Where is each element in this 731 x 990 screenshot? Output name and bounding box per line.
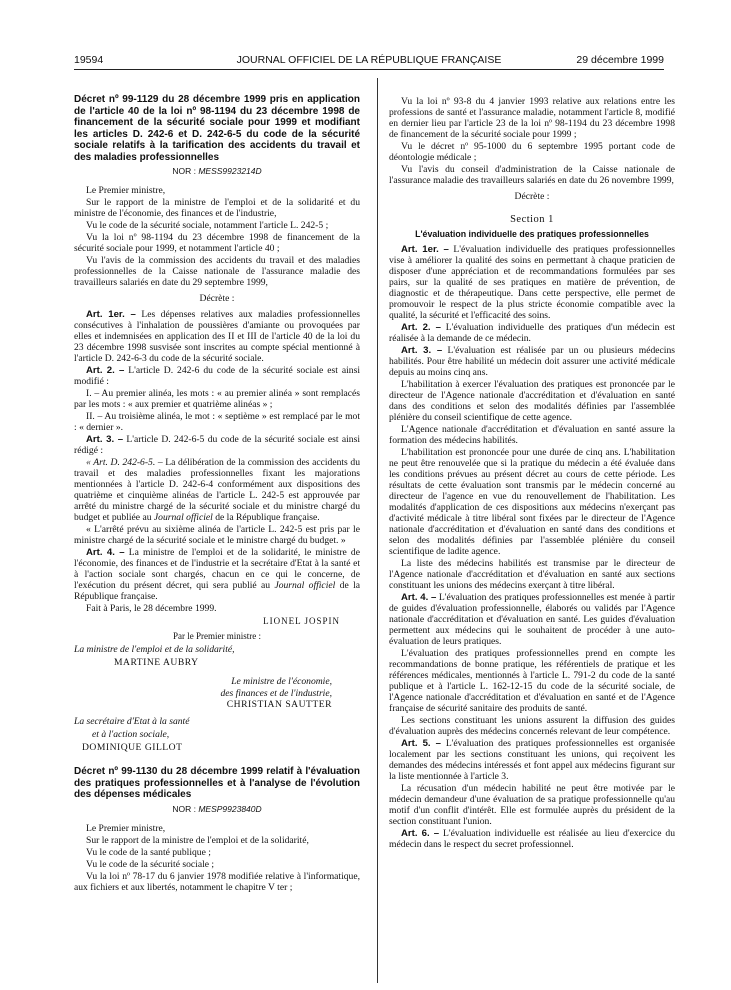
minister2-name: CHRISTIAN SAUTTER xyxy=(226,699,332,710)
decree2-intro-3: Vu le code de la sécurité sociale ; xyxy=(86,858,215,870)
decree1-fait: Fait à Paris, le 28 décembre 1999. xyxy=(86,603,217,614)
minister3-title-b: et à l'action sociale, xyxy=(92,729,170,740)
decree2-art1-label: Art. 1er. – xyxy=(401,244,449,255)
decree1-art2: Art. 2. – L'article D. 242-6 du code de la sécurité sociale est ainsi modifié : xyxy=(74,365,360,387)
decree2-right-intro-2: Vu l'avis du conseil d'administration de la Caisse nationale de l'assurance maladie des travailleurs salariés en date du 26 novembre 1999, xyxy=(389,164,675,186)
decree-separator xyxy=(74,754,360,766)
decree1-intro-0: Le Premier ministre, xyxy=(86,185,166,196)
decree1-art2-ii: II. – Au troisième alinéa, le mot : « septième » est remplacé par le mot : « dernier ». xyxy=(74,411,360,433)
decree1-intro-3: Vu la loi nº 98-1194 du 23 décembre 1998 de financement de la sécurité sociale pour 1999, et notamment l'article 40 ; xyxy=(74,232,360,254)
minister3-title-a: La secrétaire d'Etat à la santé xyxy=(74,716,190,727)
decree1-intro-2: Vu le code de la sécurité sociale, notamment l'article L. 242-5 ; xyxy=(86,220,329,231)
decree1-art2-i: I. – Au premier alinéa, les mots : « au premier alinéa » sont remplacés par les mots : « aux premier et quatrième alinéas » ; xyxy=(74,388,360,410)
decree2-art2-label: Art. 2. – xyxy=(401,322,441,333)
decree1-art4: Art. 4. – La ministre de l'emploi et de la solidarité, le ministre de l'économie, des finances et de l'industrie et la secrétaire d'Etat à la santé et à l'action sociale sont chargés, chacun en ce qui le concerne, de l'exécution du présent décret, qui sera publié au Journal officiel de la République française. xyxy=(74,547,360,602)
section-title: L'évaluation individuelle des pratiques professionnelles xyxy=(415,229,649,239)
decree2-art4-p2: L'évaluation des pratiques professionnelles prend en compte les recommandations de bonne pratique, les référentiels de pratique et les références médicales, mentionnés à l'article L. 791-2 du code de la santé publique et à l'article L. 162-12-15 du code de la sécurité sociale, de l'Agence nationale d'accréditation et d'évaluation en santé et de l'Agence française de sécurité sanitaire des produits de santé. xyxy=(389,648,675,714)
decree2-art3-label: Art. 3. – xyxy=(401,345,443,356)
left-column xyxy=(74,94,360,894)
decree1-art1-label: Art. 1er. – xyxy=(86,309,136,320)
decree2-intro-1: Sur le rapport de la ministre de l'emploi et de la solidarité, xyxy=(86,834,309,846)
decree1-art3-label: Art. 3. – xyxy=(86,434,124,445)
decree1-art4-label: Art. 4. – xyxy=(86,547,125,558)
decree2-art5-label: Art. 5. – xyxy=(401,738,442,749)
decree2-art6: Art. 6. – L'évaluation individuelle est réalisée au lieu d'exercice du médecin dans le respect du secret professionnel. xyxy=(389,828,675,850)
decree1-intro-4: Vu l'avis de la commission des accidents du travail et des maladies professionnelles de la Caisse nationale de l'assurance maladie des travailleurs salariés en date du 29 septembre 1999, xyxy=(74,255,360,288)
decree2-art3-p5: La liste des médecins habilités est transmise par le directeur de l'Agence nationale d'accréditation et d'évaluation en santé aux sections constituant les unions des médecins exerçant à titre libéral. xyxy=(389,558,675,591)
decree1-par-le: Par le Premier ministre : xyxy=(173,631,261,641)
decree1-art3-quote1: « Art. D. 242-6-5. – La délibération de la commission des accidents du travail et des maladies professionnelles fixant les majorations mentionnées à l'article D. 242-6-4 conformément aux dispositions des quatrième et cinquième alinéas de l'article L. 242-5 est approuvée par arrêté du ministre chargé de la sécurité sociale et du ministre chargé du budget et publiée au Journal officiel de la République française. xyxy=(74,457,360,523)
decree1-title: Décret nº 99-1129 du 28 décembre 1999 pris en application de l'article 40 de la loi nº 98-1194 du 23 décembre 1998 de financement de la sécurité sociale pour 1999 et modifiant les articles D. 242-6 et D. 242-6-5 du code de la sécurité sociale relatifs à la tarification des accidents du travail et des maladies professionnelles xyxy=(74,94,360,163)
page-header xyxy=(74,54,664,68)
decree2-right-intro-1: Vu le décret nº 95-1000 du 6 septembre 1995 portant code de déontologie médicale ; xyxy=(389,141,675,163)
decree2-art3-p3: L'Agence nationale d'accréditation et d'évaluation en santé assure la formation des médecins habilités. xyxy=(389,424,675,446)
decree2-nor-code: MESP9923840D xyxy=(198,803,262,814)
minister2-title-a: Le ministre de l'économie, xyxy=(231,676,332,687)
minister1-name: MARTINE AUBRY xyxy=(114,657,199,668)
decree2-art3-p4: L'habilitation est prononcée pour une durée de cinq ans. L'habilitation ne peut être renouvelée que si la pratique du médecin a été évaluée dans les conditions prévues au présent décret au cours de cette période. Les résultats de cette évaluation sont transmis par le médecin concerné au directeur de l'agence en vue du renouvellement de l'habilitation. Les modalités d'application de ces dispositions aux médecins n'exerçant pas d'activité médicale à titre libéral sont fixées par le directeur de l'Agence nationale d'accréditation et d'évaluation en santé dans des conditions et selon des modalités définies par l'assemblée plénière du conseil scientifique de ladite agence. xyxy=(389,447,675,557)
decree1-signer: LIONEL JOSPIN xyxy=(263,616,340,626)
decree2-art4-p3: Les sections constituant les unions assurent la diffusion des guides d'évaluation auprès des médecins concernés relevant de leur compétence. xyxy=(389,715,675,737)
decree2-art2: Art. 2. – L'évaluation individuelle des pratiques d'un médecin est réalisée à la demande de ce médecin. xyxy=(389,322,675,344)
decree1-nor: NOR : MESS9923214D xyxy=(172,166,262,176)
decree2-art4-label: Art. 4. – xyxy=(401,592,437,603)
decree2-art1: Art. 1er. – L'évaluation individuelle des pratiques professionnelles vise à améliorer la qualité des soins en permettant à chaque praticien de disposer d'une appréciation et de recommandations formulées par ses pairs, sur la qualité de ses pratiques en matière de prévention, de diagnostic et de thérapeutique. Dans cette perspective, elle permet de promouvoir le respect de la plus stricte économie compatible avec la qualité, la sécurité et l'efficacité des soins. xyxy=(389,244,675,321)
decree2-nor: NOR : MESP9923840D xyxy=(172,803,262,814)
decree1-decrete: Décrète : xyxy=(199,293,235,304)
decree1-art1: Art. 1er. – Les dépenses relatives aux maladies professionnelles consécutives à l'inhalation de poussières d'amiante ou provoquées par elles et indemnisées en application des II et III de l'article 40 de la loi du 23 décembre 1998 susvisée sont inscrites au compte spécial mentionné à l'article D. 242-6-3 du code de la sécurité sociale. xyxy=(74,309,360,364)
decree2-right-intro-0: Vu la loi nº 93-8 du 4 janvier 1993 relative aux relations entre les professions de santé et l'assurance maladie, notamment l'article 8, modifié en dernier lieu par l'article 23 de la loi nº 98-1194 du 23 décembre 1998 de financement de la sécurité sociale pour 1999 ; xyxy=(389,96,675,140)
decree2-art5-p2: La récusation d'un médecin habilité ne peut être motivée par le médecin demandeur d'une évaluation de sa pratique professionnelle qu'au motif d'un conflit d'intérêt. Elle est formulée auprès du président de la section constituant l'union. xyxy=(389,783,675,827)
decree2-intro-4: Vu la loi nº 78-17 du 6 janvier 1978 modifiée relative à l'informatique, aux fichiers et aux libertés, notamment le chapitre V ter ; xyxy=(74,870,360,893)
section-heading: Section 1 xyxy=(510,214,554,225)
minister1-title: La ministre de l'emploi et de la solidarité, xyxy=(74,644,235,655)
minister2-title-b: des finances et de l'industrie, xyxy=(220,688,332,699)
issue-date: 29 décembre 1999 xyxy=(576,54,664,66)
decree2-art3-p2: L'habilitation à exercer l'évaluation des pratiques est prononcée par le directeur de l'Agence nationale d'accréditation et d'évaluation en santé dans des conditions et selon des modalités définies par l'assemblée plénière du conseil scientifique de cette agence. xyxy=(389,379,675,423)
right-column xyxy=(389,96,675,851)
decree1-art3-quote2: « L'arrêté prévu au sixième alinéa de l'article L. 242-5 est pris par le ministre chargé de la sécurité sociale et le ministre chargé du budget. » xyxy=(74,524,360,546)
journal-title: JOURNAL OFFICIEL DE LA RÉPUBLIQUE FRANÇAISE xyxy=(236,54,502,66)
decree2-decrete: Décrète : xyxy=(514,191,550,202)
decree1-nor-code: MESS9923214D xyxy=(198,166,262,176)
page-number: 19594 xyxy=(74,54,104,66)
decree1-art2-label: Art. 2. – xyxy=(86,365,125,376)
decree2-intro-2: Vu le code de la santé publique ; xyxy=(86,846,211,858)
decree2-art6-label: Art. 6. – xyxy=(401,828,440,839)
decree1-art3: Art. 3. – L'article D. 242-6-5 du code de la sécurité sociale est ainsi rédigé : xyxy=(74,434,360,456)
decree1-intro-1: Sur le rapport de la ministre de l'emploi et de la solidarité et du ministre de l'économie, des finances et de l'industrie, xyxy=(74,197,360,219)
decree2-art3: Art. 3. – L'évaluation est réalisée par un ou plusieurs médecins habilités. Pour être habilité un médecin doit assurer une activité médicale depuis au moins cinq ans. xyxy=(389,345,675,378)
minister3-name: DOMINIQUE GILLOT xyxy=(82,742,183,753)
decree2-art4: Art. 4. – L'évaluation des pratiques professionnelles est menée à partir de guides d'évaluation professionnelle, élaborés ou validés par l'Agence nationale d'accréditation et d'évaluation en santé. Les guides d'évaluation permettent aux médecins qui le souhaitent de procéder à une auto-évaluation de leurs pratiques. xyxy=(389,592,675,647)
decree2-art5: Art. 5. – L'évaluation des pratiques professionnelles est organisée localement par les sections constituant les unions, qui reçoivent les demandes des médecins intéressés et font appel aux médecins figurant sur la liste mentionnée à l'article 3. xyxy=(389,738,675,782)
column-divider xyxy=(377,78,378,983)
decree2-title: Décret nº 99-1130 du 28 décembre 1999 relatif à l'évaluation des pratiques professionnelles et à l'analyse de l'évolution des dépenses médicales xyxy=(74,766,360,800)
header-rule xyxy=(74,69,664,70)
decree2-intro-0: Le Premier ministre, xyxy=(86,822,166,834)
